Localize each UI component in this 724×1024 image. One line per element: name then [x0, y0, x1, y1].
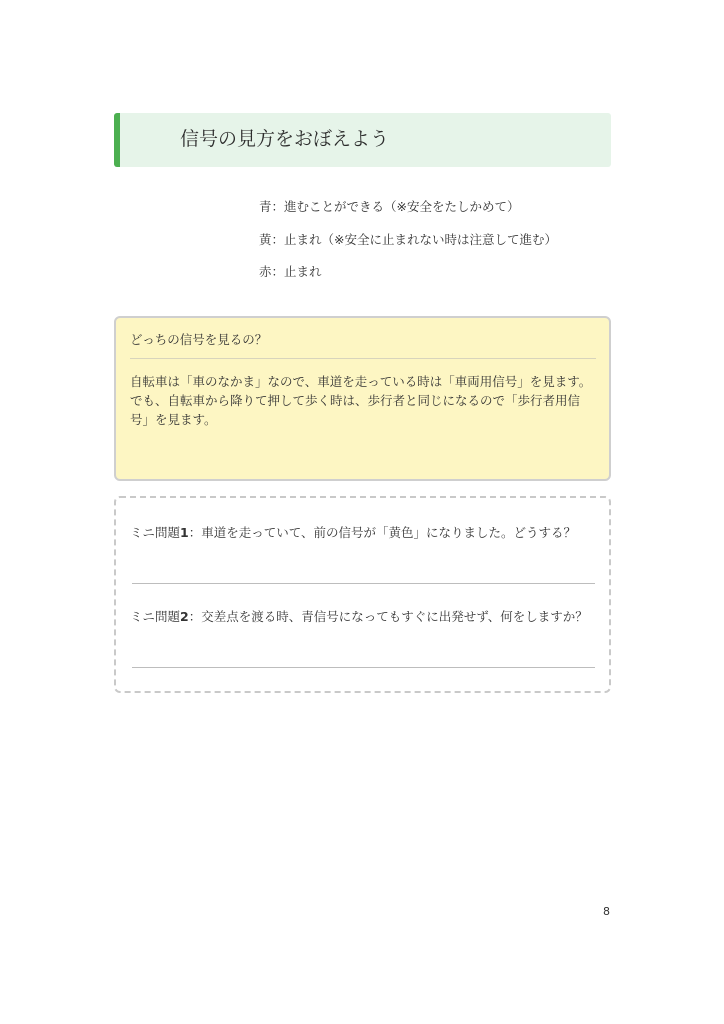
- info-box-divider: [130, 358, 596, 359]
- question-text: ：交差点を渡る時、青信号になってもすぐに出発せず、何をしますか？: [188, 609, 588, 624]
- info-paragraph: 自転車は「車のなかま」なので、車道を走っている時は「車両用信号」を見ます。: [130, 374, 592, 389]
- signal-rule-yellow: 黄：止まれ（※安全に止まれない時は注意して進む）: [259, 231, 557, 247]
- question-number: 2: [180, 609, 189, 624]
- info-box: [114, 316, 611, 481]
- info-paragraph: でも、自転車から降りて押して歩く時は、歩行者と同じになるので「歩行者用信号」を見ます。: [130, 393, 581, 427]
- answer-line-2[interactable]: [132, 667, 595, 668]
- section-title-bar: [114, 113, 611, 167]
- page-title: 信号の見方をおぼえよう: [180, 128, 390, 150]
- question-label: ミニ問題: [130, 525, 181, 540]
- signal-rule-blue: 青：進むことができる（※安全をたしかめて）: [259, 199, 520, 214]
- quiz-box: [114, 496, 611, 693]
- info-box-body: [130, 372, 596, 429]
- info-box-heading: どっちの信号を見るの？: [130, 332, 268, 347]
- question-text: ：車道を走っていて、前の信号が「黄色」になりました。どうする？: [188, 525, 576, 540]
- signal-rules-list: [259, 198, 557, 296]
- question-number: 1: [180, 525, 189, 540]
- title-accent-stripe: [114, 113, 120, 167]
- quiz-question-2: [130, 608, 588, 626]
- signal-rule-red: 赤：止まれ: [259, 264, 322, 279]
- answer-line-1[interactable]: [132, 583, 595, 584]
- quiz-question-1: [130, 524, 576, 542]
- question-label: ミニ問題: [130, 609, 181, 624]
- page-number: 8: [603, 905, 610, 918]
